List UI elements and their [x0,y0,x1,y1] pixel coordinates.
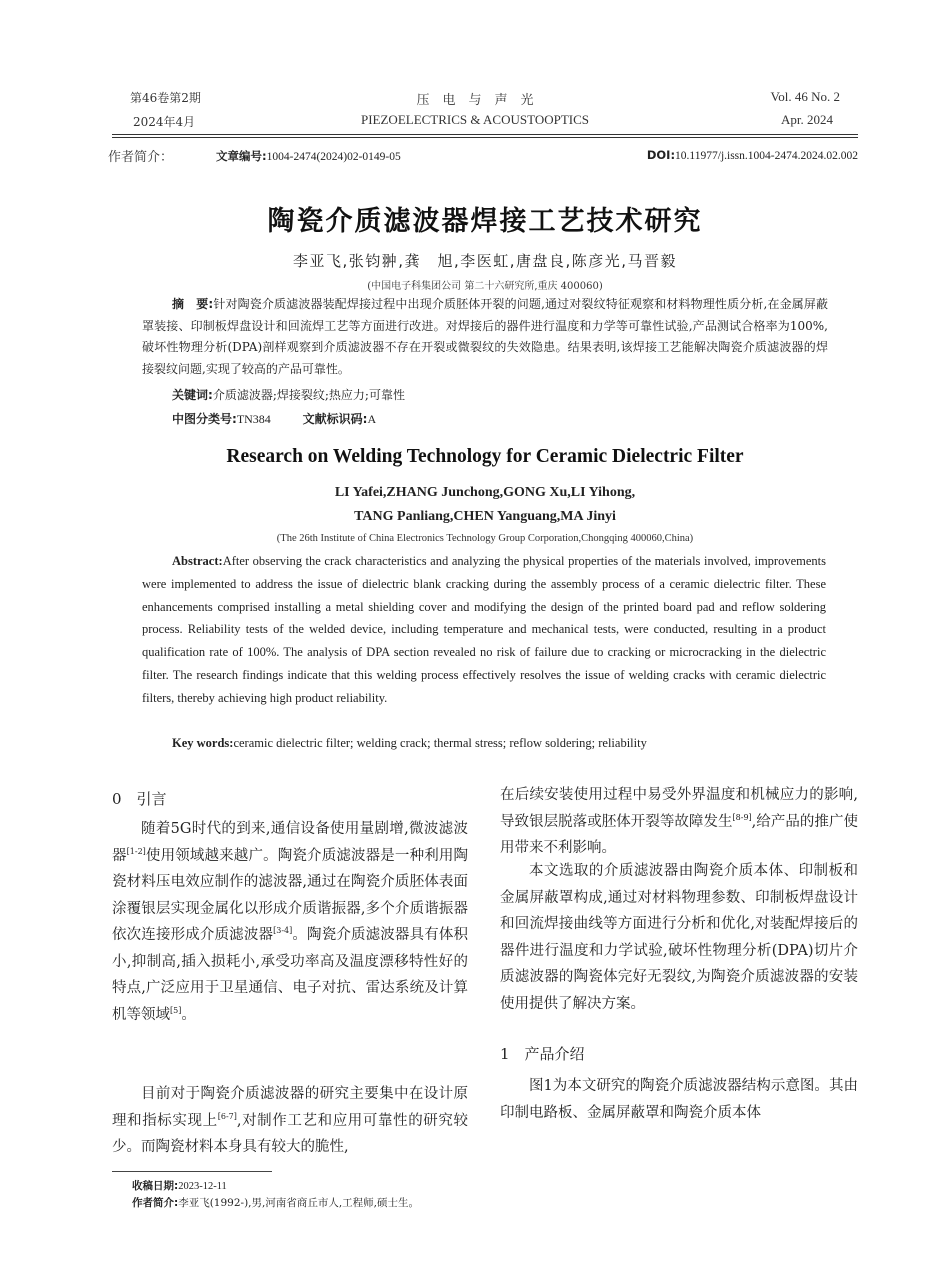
keywords-en [172,736,647,751]
keywords-en-label: Key words: [172,736,234,750]
abstract-cn-text: 针对陶瓷介质滤波器装配焊接过程中出现介质胚体开裂的问题,通过对裂纹特征观察和材料物理性质分析,在金属屏蔽罩装接、印制板焊盘设计和回流焊工艺等方面进行改进。对焊接后的器件进行温度和力学等可靠性试验,产品测试合格率为100%,破坏性物理分析(DPA)剖样观察到介质滤波器不存在开裂或微裂纹的失效隐患。结果表明,该焊接工艺能解决陶瓷介质滤波器的焊接裂纹问题,实现了较高的产品可靠性。 [142,297,828,377]
affiliation-en: (The 26th Institute of China Electronics Technology Group Corporation,Chongqing 400060,China) [276,533,694,544]
header-volume-cn: 第46卷第2期 [130,91,201,105]
abstract-en-text: After observing the crack characteristics and analyzing the physical properties of the materials involved, improvements were implemented to address the issue of dielectric blank cracking during the assembly process of a ceramic dielectric filter. These enhancements comprised installing a metal shielding cover and modifying the design of the printed board pad and reflow soldering process. Reliability tests of the welded device, including temperature and mechanical tests, were conducted, resulting in a product qualification rate of 100%. The analysis of DPA section revealed no risk of failure due to cracking or microcracking in the dielectric filter. The research findings indicate that this welding process effectively resolves the issue of welding cracks with ceramic dielectric filters, thereby achieving high product reliability. [142,554,826,705]
citation: [8-9] [732,812,752,822]
citation: [6-7] [217,1111,237,1121]
section0-paragraph2 [112,1081,468,1161]
clc-label: 中图分类号: [172,412,237,426]
text-run: 。 [181,1006,196,1023]
doi-value: 10.11977/j.issn.1004-2474.2024.02.002 [675,150,858,162]
author-label: 作者简介: [132,1197,179,1209]
article-number-label: 文章编号: [216,149,267,163]
authors-en-line2: TANG Panliang,CHEN Yanguang,MA Jinyi [354,509,616,524]
author-intro-marker: 作者简介： [108,150,174,165]
text-run: 。陶瓷介质滤波器具有体积小,抑制高,插入损耗小,承受功率高及温度漂移特性好的特点,广泛应用于卫星通信、电子对抗、雷达系统及计算机等领域 [112,927,469,1023]
footnote-author [132,1195,419,1210]
keywords-cn-label: 关键词: [172,388,213,402]
text-run: 使用领域越来越广。陶瓷介质滤波器是一种利用陶瓷材料压电效应制作的滤波器,通过在陶瓷介质胚体表面涂覆银层实现金属化以形成介质谐振器,多个介质谐振器依次连接形成介质滤波器 [112,847,469,943]
text-run: 随着5G时代的到来,通信设备使用量剧增,微波滤波器 [112,821,468,864]
received-date: 2023-12-11 [178,1181,227,1192]
section0-heading: 0 引言 [112,790,167,808]
section1-paragraph1: 图1为本文研究的陶瓷介质滤波器结构示意图。其由印制电路板、金属屏蔽罩和陶瓷介质本体 [500,1078,858,1121]
section0-paragraph1 [112,816,468,1028]
header-rule-bottom [112,137,858,138]
keywords-cn-text: 介质滤波器;焊接裂纹;热应力;可靠性 [212,388,405,402]
doi-label: DOI: [646,148,676,162]
header-volume-en: Vol. 46 No. 2 [770,89,840,104]
article-number-value: 1004-2474(2024)02-0149-05 [266,151,401,163]
header-date-cn: 2024年4月 [133,115,196,129]
text-run: ,给产品的推广使用带来不利影响。 [500,813,858,856]
abstract-cn [142,294,828,381]
received-label: 收稿日期: [132,1180,179,1192]
header-journal-en: PIEZOELECTRICS & ACOUSTOOPTICS [360,112,589,127]
authors-cn: 李亚飞,张钧翀,龚 旭,李医虹,唐盘良,陈彦光,马晋毅 [292,252,678,270]
keywords-en-text: ceramic dielectric filter; welding crack; thermal stress; reflow soldering; reliability [233,736,647,750]
doi [647,148,858,162]
keywords-cn [172,386,405,403]
citation: [3-4] [273,926,293,936]
doc-code-label: 文献标识码: [302,412,368,426]
citation: [1-2] [126,846,146,856]
citation: [5] [170,1005,182,1015]
abstract-en-label: Abstract: [172,554,223,568]
article-number [216,148,401,164]
text-run: 在后续安装使用过程中易受外界温度和机械应力的影响,导致银层脱落或胚体开裂等故障发生 [500,787,858,830]
affiliation-cn: (中国电子科集团公司 第二十六研究所,重庆 400060) [367,281,603,292]
doc-code-value: A [367,412,377,426]
classification [172,410,376,427]
footnote-received [132,1178,227,1193]
clc-value: TN384 [236,412,271,426]
authors-en-line1: LI Yafei,ZHANG Junchong,GONG Xu,LI Yihong, [334,485,636,500]
footnote-rule [112,1171,272,1172]
abstract-en [142,550,826,710]
header-date-en: Apr. 2024 [781,112,833,127]
text-run: 目前对于陶瓷介质滤波器的研究主要集中在设计原理和指标实现上 [112,1086,468,1129]
title-en: Research on Welding Technology for Ceramic Dielectric Filter [226,446,744,467]
header-rule-top [112,134,858,135]
section0-paragraph2-continued [500,782,858,862]
title-cn: 陶瓷介质滤波器焊接工艺技术研究 [267,206,703,237]
section0-paragraph3: 本文选取的介质滤波器由陶瓷介质本体、印制板和金属屏蔽罩构成,通过对材料物理参数、印制板焊盘设计和回流焊接曲线等方面进行分析和优化,对装配焊接后的器件进行温度和力学试验,破坏性物理分析(DPA)切片介质滤波器的陶瓷体完好无裂纹,为陶瓷介质滤波器的安装使用提供了解决方案。 [500,863,858,1012]
abstract-cn-label: 摘 要: [172,297,214,311]
header-journal-cn: 压 电 与 声 光 [416,93,534,108]
author-bio: 李亚飞(1992-),男,河南省商丘市人,工程师,硕士生。 [178,1197,420,1209]
text-run: ,对制作工艺和应用可靠性的研究较少。而陶瓷材料本身具有较大的脆性, [112,1112,469,1155]
section1-heading: 1 产品介绍 [500,1045,585,1063]
